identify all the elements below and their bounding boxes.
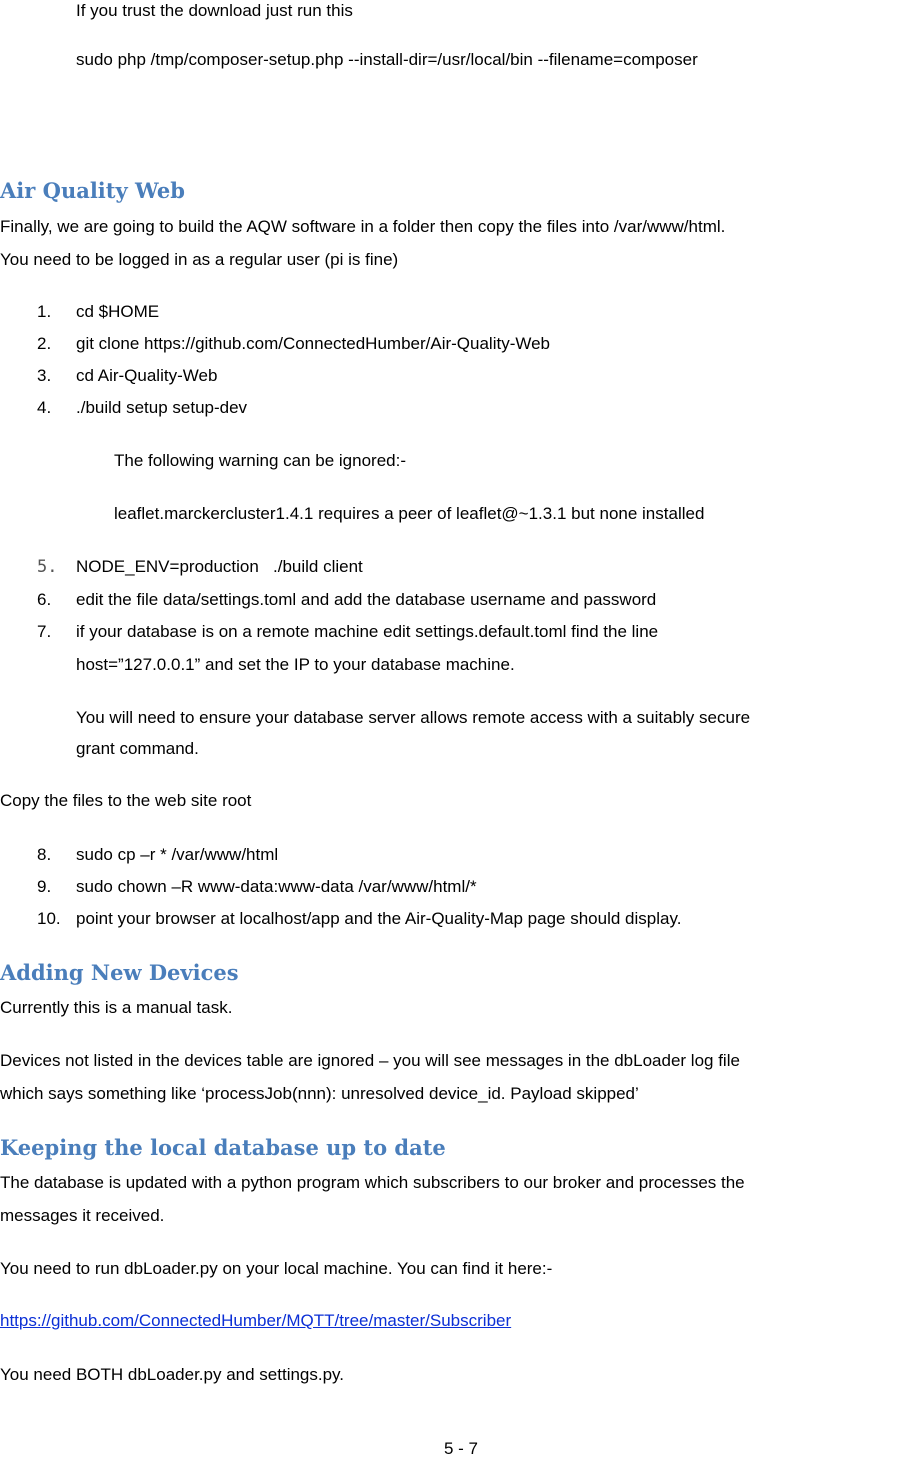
paragraph: Copy the files to the web site root [0, 791, 252, 810]
list-number: 4. [37, 398, 52, 417]
list-item: edit the file data/settings.toml and add the database username and password [76, 590, 657, 609]
composer-command: sudo php /tmp/composer-setup.php --install-dir=/usr/local/bin --filename=composer [76, 50, 698, 69]
page-number: 5 - 7 [443, 1439, 479, 1458]
list-number: 9. [37, 877, 52, 896]
list-item: point your browser at localhost/app and the Air-Quality-Map page should display. [76, 909, 682, 928]
list-item: sudo cp –r * /var/www/html [76, 845, 279, 864]
heading-adding-new-devices: Adding New Devices [0, 960, 239, 985]
paragraph: Currently this is a manual task. [0, 998, 233, 1017]
list-number: 8. [37, 845, 52, 864]
heading-keeping-database: Keeping the local database up to date [0, 1135, 446, 1160]
paragraph: You need to run dbLoader.py on your local machine. You can find it here:- [0, 1259, 553, 1278]
warning-intro: The following warning can be ignored:- [114, 451, 407, 470]
list-number: 10. [37, 909, 61, 928]
heading-air-quality-web: Air Quality Web [0, 178, 185, 203]
remote-note: You will need to ensure your database server allows remote access with a suitably secure [76, 708, 751, 727]
subscriber-link[interactable]: https://github.com/ConnectedHumber/MQTT/tree/master/Subscriber [0, 1311, 512, 1330]
list-number: 3. [37, 366, 52, 385]
list-number: 2. [37, 334, 52, 353]
paragraph: The database is updated with a python program which subscribers to our broker and processes the [0, 1173, 745, 1192]
list-item-continued: host=”127.0.0.1” and set the IP to your database machine. [76, 655, 515, 674]
list-item: ./build setup setup-dev [76, 398, 248, 417]
list-item: git clone https://github.com/ConnectedHumber/Air-Quality-Web [76, 334, 551, 353]
list-number: 1. [37, 302, 52, 321]
paragraph: Devices not listed in the devices table are ignored – you will see messages in the dbLoader log file [0, 1051, 740, 1070]
warning-text: leaflet.marckercluster1.4.1 requires a peer of leaflet@~1.3.1 but none installed [114, 504, 705, 523]
paragraph: which says something like ‘processJob(nnn): unresolved device_id. Payload skipped’ [0, 1084, 639, 1103]
paragraph: Finally, we are going to build the AQW software in a folder then copy the files into /var/www/html. [0, 217, 726, 236]
list-number: 7. [37, 622, 52, 641]
list-item: cd $HOME [76, 302, 160, 321]
list-item: sudo chown –R www-data:www-data /var/www/html/* [76, 877, 477, 896]
list-item: if your database is on a remote machine edit settings.default.toml find the line [76, 622, 659, 641]
paragraph: You need to be logged in as a regular user (pi is fine) [0, 250, 399, 269]
paragraph: messages it received. [0, 1206, 165, 1225]
remote-note: grant command. [76, 739, 199, 758]
list-item: cd Air-Quality-Web [76, 366, 218, 385]
list-item: NODE_ENV=production ./build client [76, 557, 363, 576]
intro-text: If you trust the download just run this [76, 1, 353, 20]
paragraph: You need BOTH dbLoader.py and settings.py. [0, 1365, 345, 1384]
list-number: 5. [37, 557, 58, 577]
list-number: 6. [37, 590, 52, 609]
